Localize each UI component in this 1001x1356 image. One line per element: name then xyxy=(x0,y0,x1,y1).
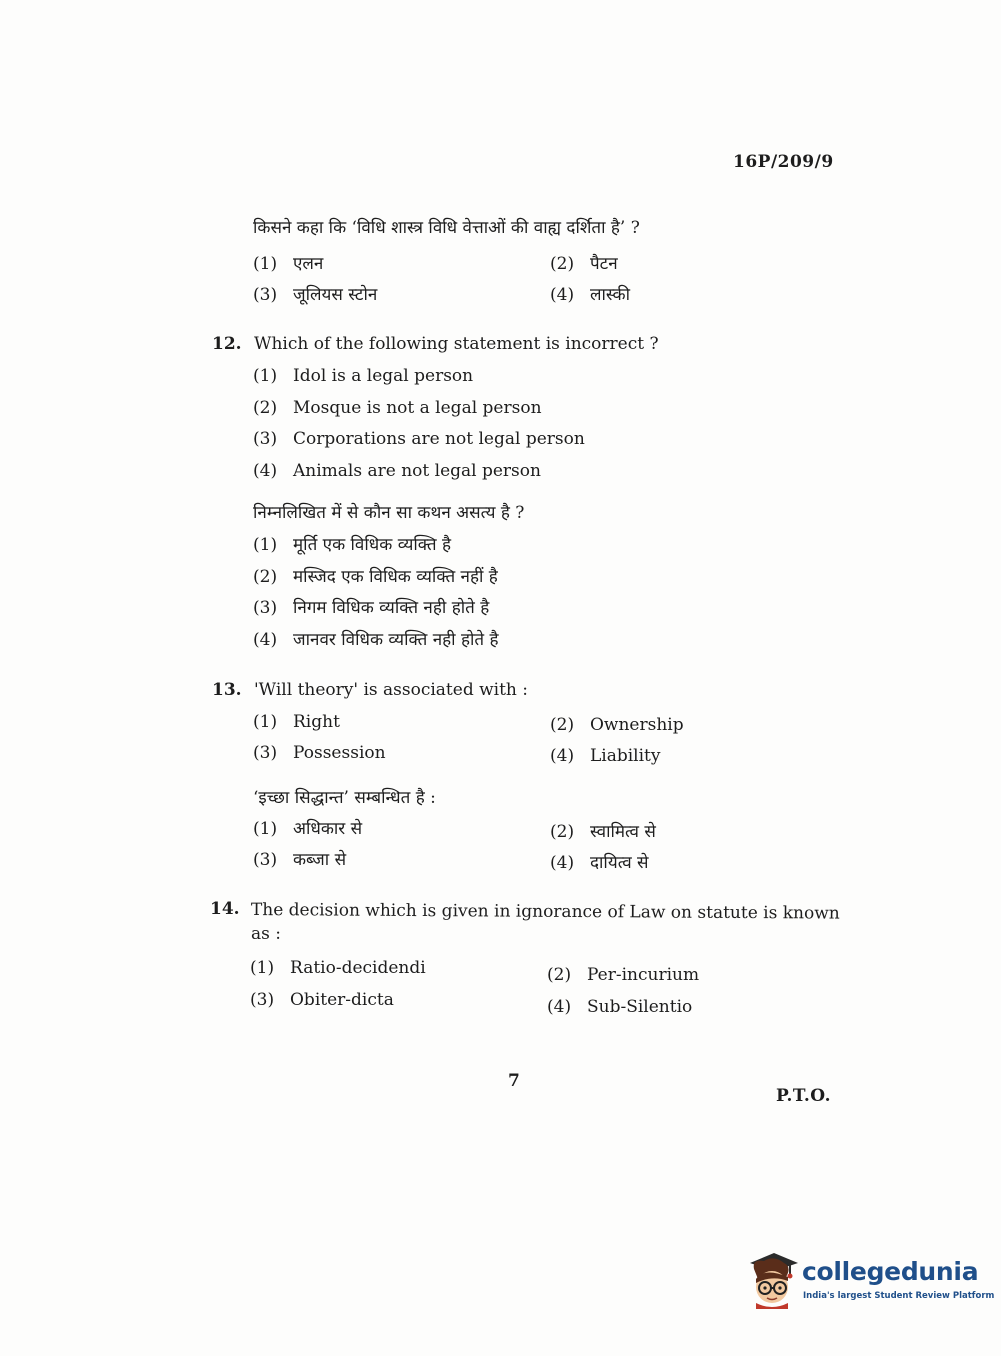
paper-code: 16P/209/9 xyxy=(733,152,834,172)
q13-stem: 'Will theory' is associated with : xyxy=(254,680,529,700)
q13-option-3: (3) Possession xyxy=(253,743,386,763)
q13-option-1: (1) Right xyxy=(253,712,340,732)
q14-stem-line-2: as : xyxy=(251,924,281,944)
q13-hindi-option-4: (4) दायित्व से xyxy=(550,853,649,873)
q14-number: 14. xyxy=(210,899,240,919)
collegedunia-tagline: India's largest Student Review Platform xyxy=(803,1291,995,1301)
q14-option-2: (2) Per-incurium xyxy=(547,965,700,985)
collegedunia-wordmark: collegedunia xyxy=(802,1257,979,1286)
q12-hindi-option-3: (3) निगम विधिक व्यक्ति नही होते है xyxy=(253,598,490,618)
q11-hindi-option-2: (2) पैटन xyxy=(550,254,618,274)
q14-option-1: (1) Ratio-decidendi xyxy=(250,958,426,978)
q14-option-4: (4) Sub-Silentio xyxy=(547,997,693,1017)
q14-stem-line-1: The decision which is given in ignorance of Law on statute is known xyxy=(250,900,840,924)
page-number: 7 xyxy=(508,1071,520,1091)
q12-option-2: (2) Mosque is not a legal person xyxy=(253,398,542,418)
q12-option-4: (4) Animals are not legal person xyxy=(253,461,541,481)
q11-hindi-option-4: (4) लास्की xyxy=(550,285,631,305)
q13-hindi-option-1: (1) अधिकार से xyxy=(253,819,363,839)
q12-hindi-option-1: (1) मूर्ति एक विधिक व्यक्ति है xyxy=(253,535,452,555)
q13-option-2: (2) Ownership xyxy=(550,715,684,735)
q13-option-4: (4) Liability xyxy=(550,746,661,766)
graduate-mascot-icon xyxy=(744,1249,800,1309)
q12-number: 12. xyxy=(212,334,242,354)
pto-label: P.T.O. xyxy=(776,1086,831,1106)
q13-hindi-option-3: (3) कब्जा से xyxy=(253,850,347,870)
q11-hindi-stem: किसने कहा कि ‘विधि शास्त्र विधि वेत्ताओं की वाह्य दर्शिता है’ ? xyxy=(253,218,640,238)
q12-option-1: (1) Idol is a legal person xyxy=(253,366,474,386)
q14-option-3: (3) Obiter-dicta xyxy=(250,990,394,1010)
q11-hindi-option-1: (1) एलन xyxy=(253,254,324,274)
q13-number: 13. xyxy=(212,680,242,700)
q12-hindi-option-2: (2) मस्जिद एक विधिक व्यक्ति नहीं है xyxy=(253,567,498,587)
q11-hindi-option-3: (3) जूलियस स्टोन xyxy=(253,285,378,305)
q12-hindi-option-4: (4) जानवर विधिक व्यक्ति नही होते है xyxy=(253,630,499,650)
q12-hindi-stem: निम्नलिखित में से कौन सा कथन असत्य है ? xyxy=(253,503,525,523)
q13-hindi-stem: ‘इच्छा सिद्धान्त’ सम्बन्धित है : xyxy=(253,788,436,808)
q12-option-3: (3) Corporations are not legal person xyxy=(253,429,585,449)
collegedunia-logo xyxy=(744,1249,995,1311)
q12-stem: Which of the following statement is incorrect ? xyxy=(254,334,659,354)
q13-hindi-option-2: (2) स्वामित्व से xyxy=(550,822,656,842)
